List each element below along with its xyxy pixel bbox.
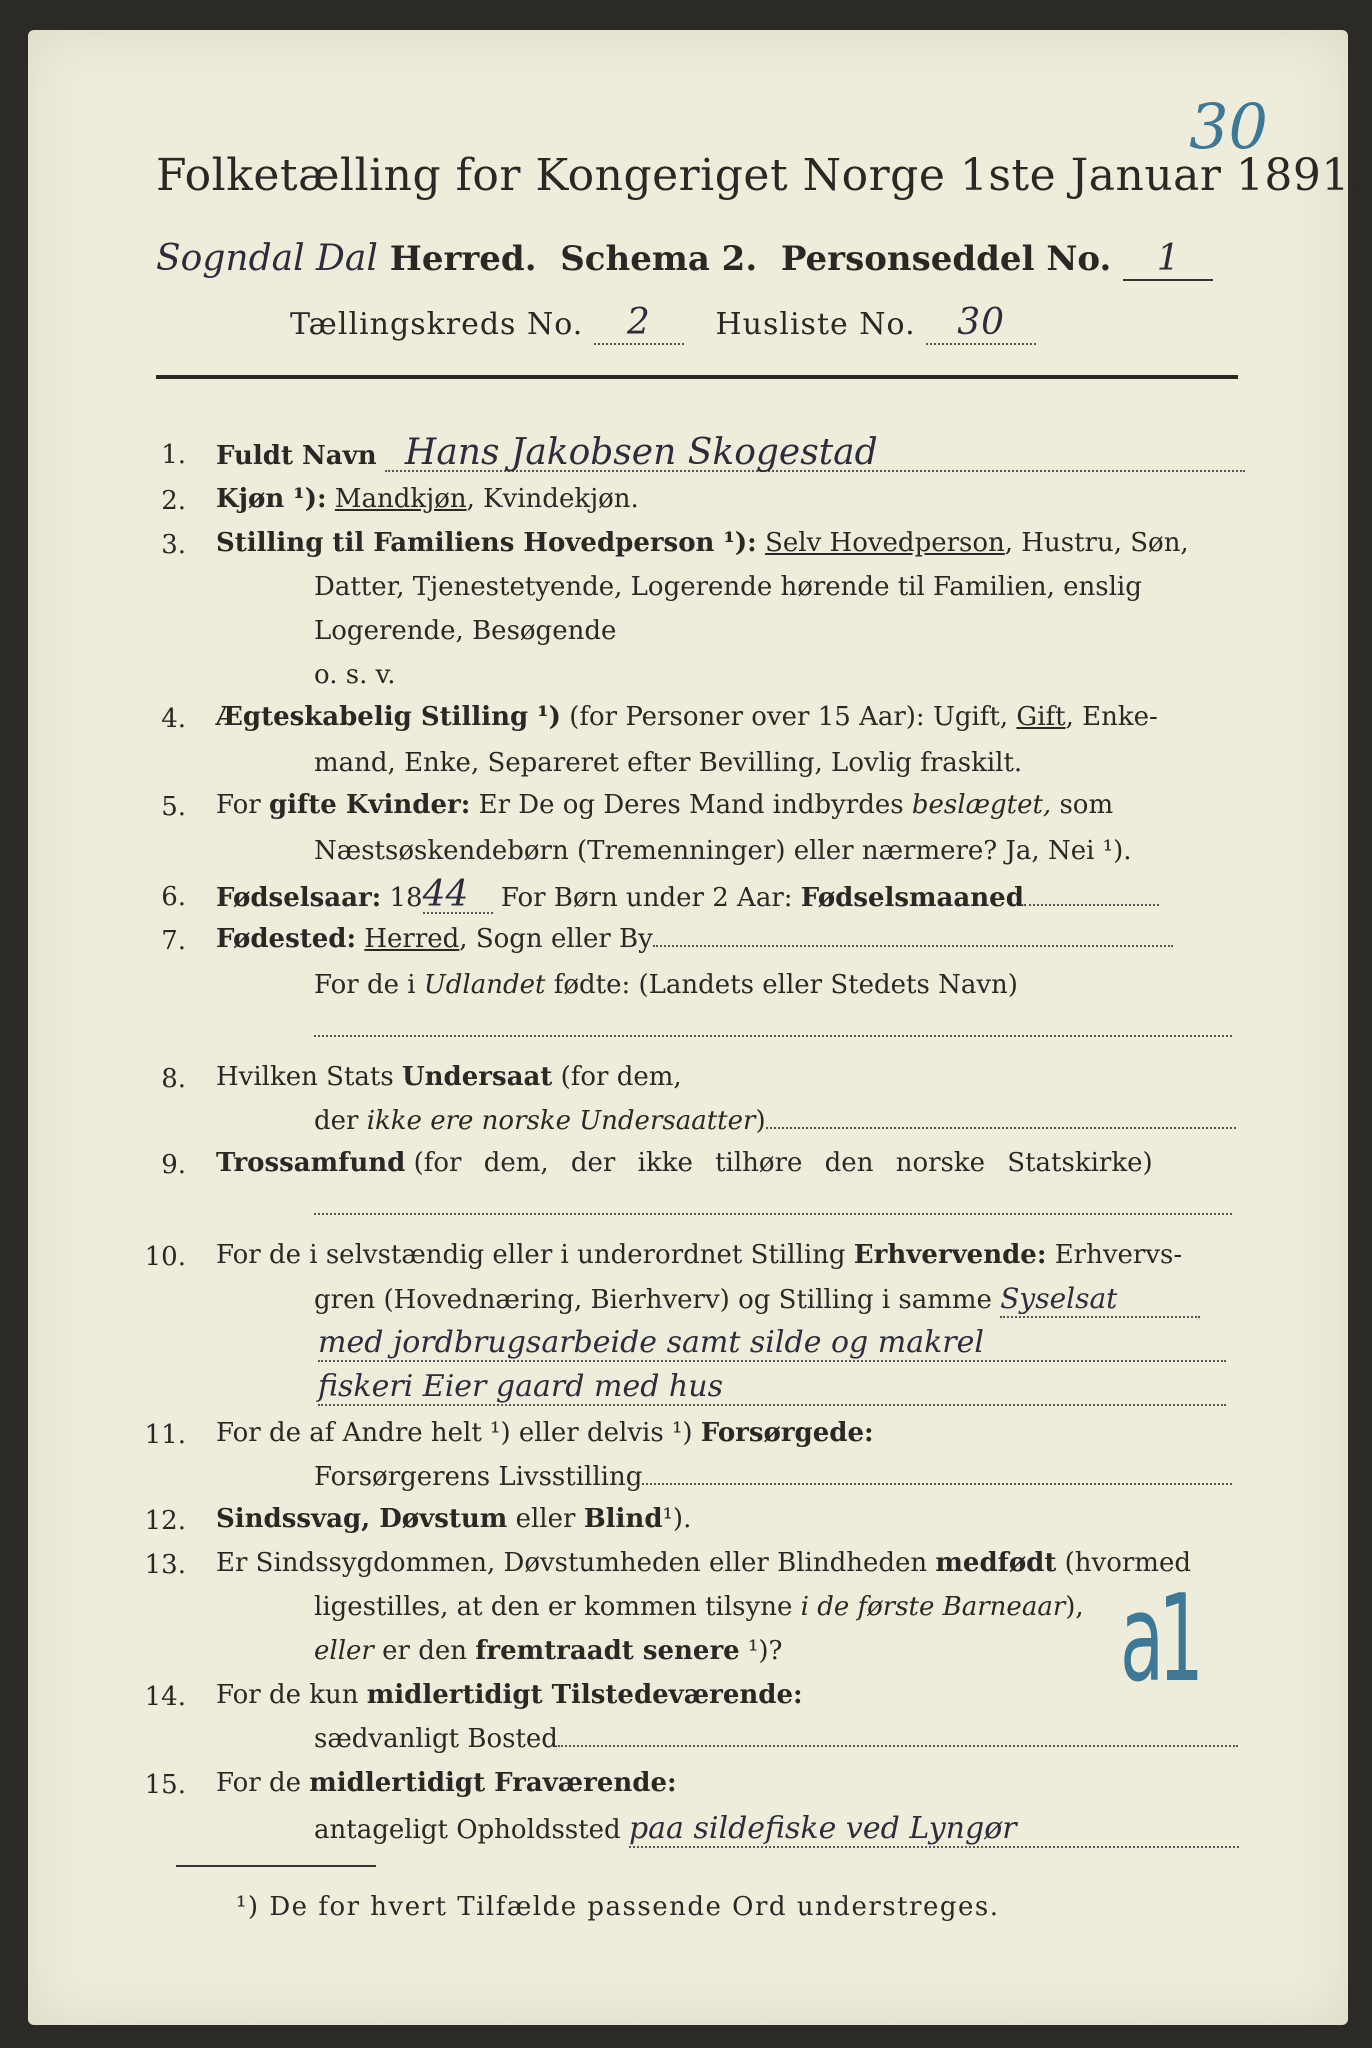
- q9-row: [216, 1146, 1153, 1180]
- q4-number: 4.: [161, 704, 186, 734]
- q3-options: , Hustru, Søn,: [1004, 528, 1189, 558]
- q8-undersaat: Undersaat: [401, 1062, 553, 1092]
- q13-line3-c: fremtraadt senere: [475, 1636, 740, 1666]
- q9-text: (for dem, der ikke tilhøre den norske Statskirke): [413, 1148, 1153, 1178]
- q3-line3: Logerende, Besøgende: [314, 616, 617, 646]
- q14-a: For de kun: [216, 1680, 359, 1710]
- herred-label: Herred.: [389, 239, 537, 279]
- q7-line3: [314, 1012, 1232, 1046]
- q9-number: 9.: [161, 1150, 186, 1180]
- q7-dots: [653, 925, 1173, 947]
- q12-b: eller: [515, 1504, 576, 1534]
- q1-label: Fuldt Navn: [216, 441, 377, 471]
- q11-number: 11.: [144, 1420, 186, 1450]
- q5-text: Er De og Deres Mand indbyrdes: [478, 790, 904, 820]
- q8-c: (for dem,: [560, 1062, 682, 1092]
- q10-line2: [314, 1282, 1200, 1318]
- q13-line2-b: i de første Barneaar: [800, 1592, 1066, 1622]
- header-line-kreds: [290, 302, 1036, 345]
- q3-label: Stilling til Familiens Hovedperson ¹):: [216, 528, 757, 558]
- husliste-value: 30: [926, 302, 1036, 345]
- q1-value: Hans Jakobsen Skogestad: [385, 436, 1245, 472]
- schema-label: Schema 2.: [560, 239, 758, 279]
- q6-value: 44: [423, 878, 493, 914]
- q11-row: [216, 1416, 874, 1450]
- q12-c: Blind: [583, 1504, 663, 1534]
- q8-dots: [766, 1107, 1236, 1129]
- q5-beslaegtet: beslægtet,: [911, 790, 1052, 820]
- q11-forsorgede: Forsørgede:: [700, 1418, 874, 1448]
- margin-mark: a1: [1120, 1570, 1198, 1709]
- q7-herred: Herred: [364, 924, 460, 954]
- herred-value: Sogndal Dal: [156, 238, 378, 279]
- q7-line2-udlandet: Udlandet: [423, 970, 546, 1000]
- q2-mandkjon: Mandkjøn: [334, 484, 467, 514]
- q13-a: Er Sindssygdommen, Døvstumheden eller Blindheden: [216, 1548, 928, 1578]
- census-form: [28, 30, 1365, 2025]
- q6-label: Fødselsaar:: [216, 883, 382, 913]
- q5-number: 5.: [161, 792, 186, 822]
- q5-som: som: [1059, 790, 1114, 820]
- q15-line2: [314, 1812, 1239, 1848]
- q7-row: [216, 922, 1173, 956]
- q10-value1: Syselsat: [1000, 1282, 1200, 1318]
- q8-line2-b: ikke ere norske Undersaatter: [366, 1106, 756, 1136]
- page-number: 30: [1189, 90, 1268, 163]
- q1-number: 1.: [161, 440, 186, 470]
- header-rule: [156, 375, 1238, 379]
- q13-line2-c: ),: [1065, 1592, 1084, 1622]
- q13-line3-a: eller: [314, 1636, 374, 1666]
- husliste-label: Husliste No.: [715, 307, 916, 342]
- q10-erhvervende: Erhvervende:: [853, 1240, 1047, 1270]
- q15-line2-text: antageligt Opholdssted: [314, 1815, 621, 1845]
- q8-row: [216, 1060, 682, 1094]
- q12-number: 12.: [144, 1506, 186, 1536]
- q10-number: 10.: [144, 1242, 186, 1272]
- q14-line2-text: sædvanligt Bosted: [314, 1724, 558, 1754]
- q13-line2: [314, 1590, 1084, 1624]
- kreds-value: 2: [594, 302, 684, 345]
- header-line-herred: [156, 238, 1213, 281]
- q15-value: paa sildefiske ved Lyngør: [629, 1812, 1239, 1848]
- q4-label: Ægteskabelig Stilling ¹): [216, 702, 561, 732]
- q13-c: (hvormed: [1064, 1548, 1191, 1578]
- footnote-rule: [176, 1865, 376, 1867]
- q11-line2: [314, 1460, 1232, 1494]
- q2-row: [216, 482, 639, 516]
- q5-gifte: gifte Kvinder:: [268, 790, 471, 820]
- q15-number: 15.: [144, 1770, 186, 1800]
- q2-label: Kjøn ¹):: [216, 484, 327, 514]
- form-title: Folketælling for Kongeriget Norge 1ste Januar 1891.: [156, 150, 1365, 201]
- q6-row: [216, 874, 1159, 915]
- q13-line2-a: ligestilles, at den er kommen tilsyne: [314, 1592, 793, 1622]
- q14-row: [216, 1678, 803, 1712]
- q2-number: 2.: [161, 486, 186, 516]
- q7-label: Fødested:: [216, 924, 357, 954]
- q13-number: 13.: [144, 1550, 186, 1580]
- q14-line2: [314, 1722, 1238, 1756]
- q13-line3: [314, 1634, 782, 1668]
- q13-line3-b: er den: [382, 1636, 467, 1666]
- q6-dots: [1024, 884, 1159, 906]
- q6-maaned: Fødselsmaaned: [800, 883, 1024, 913]
- q14-b: midlertidigt Tilstedeværende:: [366, 1680, 803, 1710]
- q7-line2: [314, 968, 1018, 1002]
- q7-options: , Sogn eller By: [459, 924, 653, 954]
- q4-row: [216, 700, 1158, 734]
- q14-number: 14.: [144, 1682, 186, 1712]
- q7-number: 7.: [161, 926, 186, 956]
- q3-row: [216, 526, 1189, 560]
- q8-a: Hvilken Stats: [216, 1062, 394, 1092]
- q11-line2-text: Forsørgerens Livsstilling: [314, 1462, 643, 1492]
- q3-line4: o. s. v.: [314, 660, 396, 690]
- q12-d: ¹).: [662, 1504, 692, 1534]
- q5-line2: Næstsøskendebørn (Tremenninger) eller nærmere? Ja, Nei ¹).: [314, 836, 1132, 866]
- q13-row: [216, 1546, 1191, 1580]
- q7-line2-a: For de i: [314, 970, 416, 1000]
- q14-dots: [558, 1725, 1238, 1747]
- q4-line2: mand, Enke, Separeret efter Bevilling, Lovlig fraskilt.: [314, 748, 1023, 778]
- q9-line2: [314, 1190, 1232, 1224]
- q4-enke: , Enke-: [1065, 702, 1158, 732]
- q10-value2: med jordbrugsarbeide samt silde og makrel: [318, 1326, 1226, 1362]
- q11-a: For de af Andre helt ¹) eller delvis ¹): [216, 1418, 693, 1448]
- q9-dots: [314, 1193, 1232, 1215]
- q10-row: [216, 1238, 1182, 1272]
- q8-line2: [314, 1104, 1236, 1138]
- q4-gift: Gift: [1016, 702, 1066, 732]
- q9-label: Trossamfund: [216, 1148, 406, 1178]
- q15-a: For de: [216, 1768, 301, 1798]
- q10-c: Erhvervs-: [1054, 1240, 1183, 1270]
- footnote: ¹) De for hvert Tilfælde passende Ord understreges.: [236, 1892, 1000, 1922]
- q3-number: 3.: [161, 530, 186, 560]
- q8-line2-a: der: [314, 1106, 359, 1136]
- q10-line2-text: gren (Hovednæring, Bierhverv) og Stilling i samme: [314, 1285, 992, 1315]
- q11-dots: [642, 1463, 1232, 1485]
- q4-text: (for Personer over 15 Aar): Ugift,: [569, 702, 1009, 732]
- q8-number: 8.: [161, 1064, 186, 1094]
- personseddel-value: 1: [1123, 238, 1213, 281]
- personseddel-label: Personseddel No.: [780, 239, 1112, 279]
- q1-row: [216, 432, 1245, 473]
- q6-children: For Børn under 2 Aar:: [500, 883, 793, 913]
- q12-row: [216, 1502, 691, 1536]
- q5-for: For: [216, 790, 261, 820]
- q7-line3-dots: [314, 1015, 1232, 1037]
- q2-kvindekjon: , Kvindekjøn.: [466, 484, 639, 514]
- q6-number: 6.: [161, 882, 186, 912]
- q5-row: [216, 788, 1113, 822]
- q3-selv: Selv Hovedperson: [765, 528, 1005, 558]
- q10-value3: fiskeri Eier gaard med hus: [318, 1370, 1226, 1406]
- q7-line2-c: fødte: (Landets eller Stedets Navn): [553, 970, 1018, 1000]
- q13-medfodt: medfødt: [935, 1548, 1057, 1578]
- q3-line2: Datter, Tjenestetyende, Logerende hørende til Familien, enslig: [314, 572, 1142, 602]
- q12-a: Sindssvag, Døvstum: [216, 1504, 508, 1534]
- kreds-label: Tællingskreds No.: [290, 307, 584, 342]
- q10-a: For de i selvstændig eller i underordnet Stilling: [216, 1240, 846, 1270]
- q8-line2-c: ): [755, 1106, 766, 1136]
- q15-b: midlertidigt Fraværende:: [309, 1768, 677, 1798]
- q13-line3-d: ¹)?: [747, 1636, 783, 1666]
- q15-row: [216, 1766, 677, 1800]
- q6-prefix: 18: [389, 883, 423, 913]
